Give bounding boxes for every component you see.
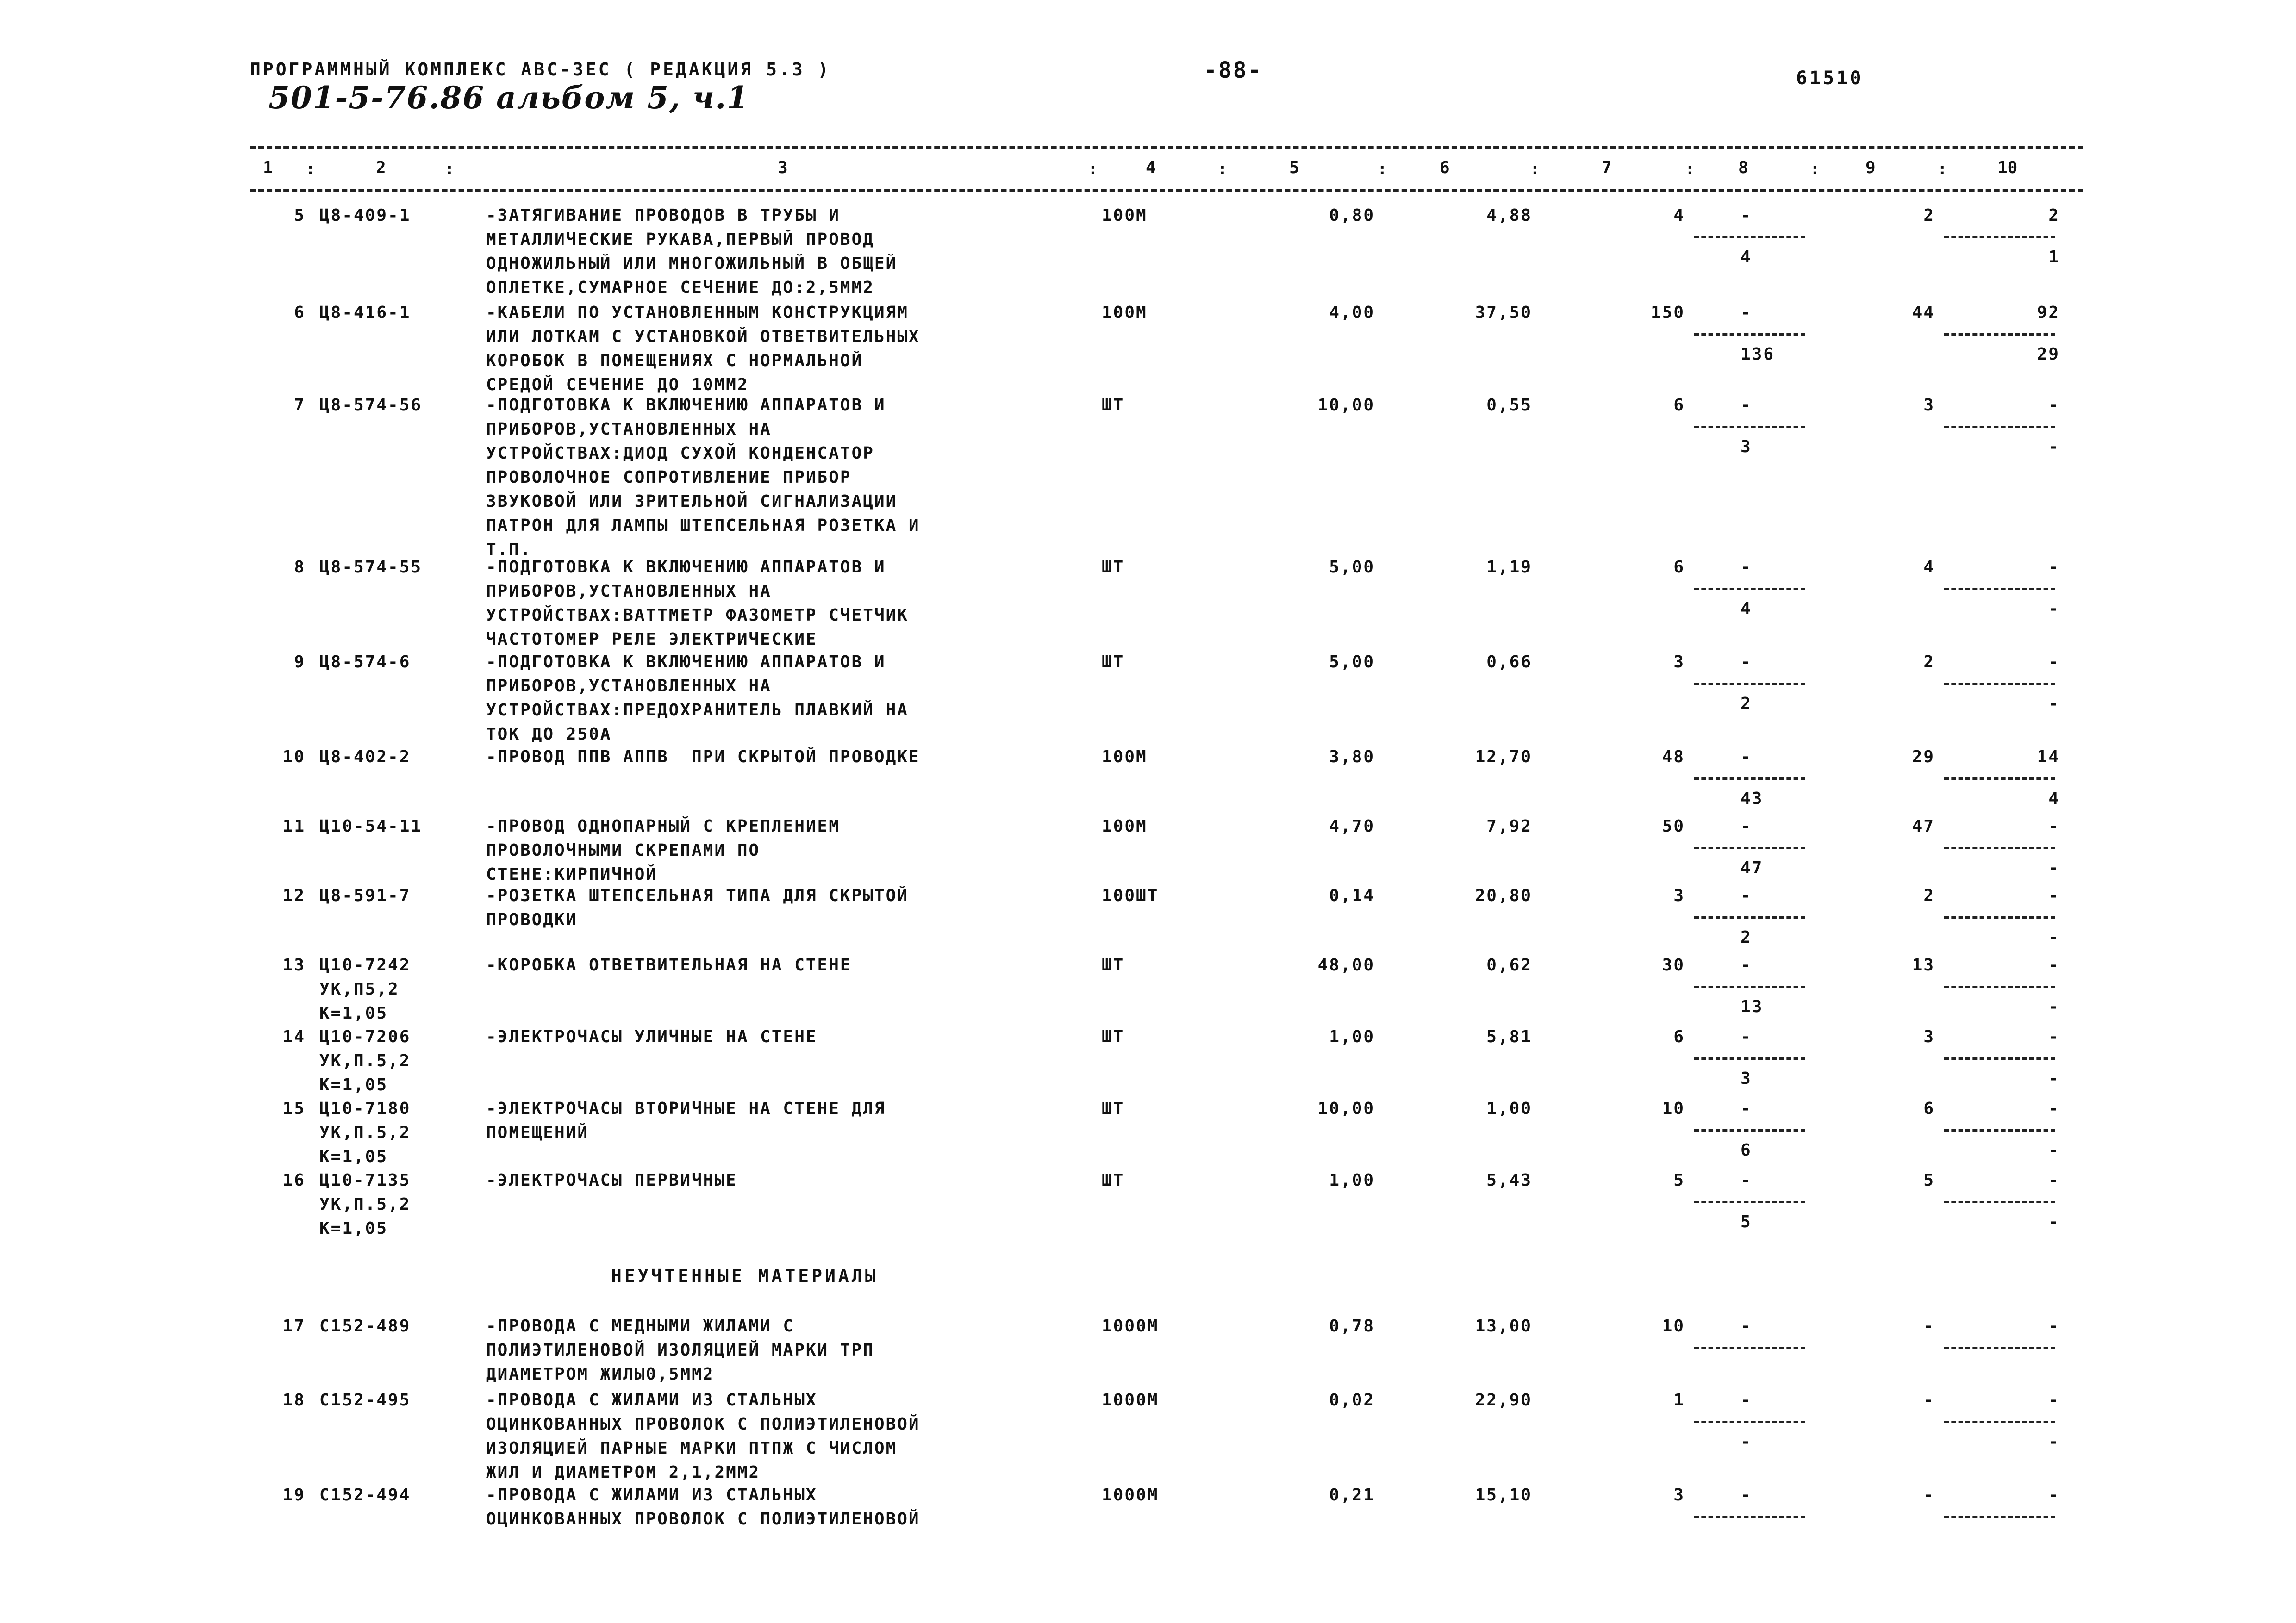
- row-code: Ц8-574-55: [319, 558, 423, 577]
- col10-divider: [1944, 916, 2055, 919]
- col8-top: -: [1741, 1486, 1752, 1505]
- col10-divider: [1944, 236, 2055, 238]
- row-description: -ЭЛЕКТРОЧАСЫ ПЕРВИЧНЫЕ: [486, 1171, 737, 1190]
- row-code: С152-495: [319, 1391, 411, 1410]
- row-description: -ПРОВОДА С ЖИЛАМИ ИЗ СТАЛЬНЫХ ОЦИНКОВАННЫХ ПРОВОЛОК С ПОЛИЭТИЛЕНОВОЙ: [486, 1486, 920, 1529]
- col10-divider: [1944, 683, 2055, 685]
- col8-top: -: [1741, 1391, 1752, 1410]
- row-code: Ц10-7180 УК,П.5,2 К=1,05: [319, 1099, 411, 1166]
- col8-top: -: [1741, 558, 1752, 577]
- row-number: 6: [294, 303, 306, 322]
- row-description: -ПОДГОТОВКА К ВКЛЮЧЕНИЮ АППАРАТОВ И ПРИБОРОВ,УСТАНОВЛЕННЫХ НА УСТРОЙСТВАХ:ДИОД СУХОЙ КОНДЕНСАТОР ПРОВОЛОЧНОЕ СОПРОТИВЛЕНИЕ ПРИБОР ЗВУКОВОЙ ИЛИ ЗРИТЕЛЬНОЙ СИГНАЛИЗАЦИИ ПАТРОН ДЛЯ ЛАМПЫ ШТЕПСЕЛЬНАЯ РОЗЕТКА И Т.П.: [486, 396, 920, 559]
- header-rule: [250, 189, 2083, 192]
- row-code: Ц8-416-1: [319, 303, 411, 322]
- col10-bottom: -: [2048, 928, 2060, 947]
- col7-value: 5: [1673, 1171, 1685, 1190]
- col-separator: :: [444, 160, 455, 179]
- col7-value: 6: [1673, 396, 1685, 415]
- col-separator: :: [1217, 160, 1228, 179]
- col9-value: 13: [1912, 956, 1935, 975]
- col-separator: :: [1377, 160, 1387, 179]
- col9-value: 2: [1923, 886, 1935, 905]
- col8-bottom: 4: [1741, 599, 1752, 618]
- col5-value: 4,00: [1329, 303, 1375, 322]
- col5-value: 1,00: [1329, 1171, 1375, 1190]
- row-unit: 100М: [1102, 747, 1148, 766]
- row-number: 18: [282, 1391, 306, 1410]
- col9-value: 6: [1923, 1099, 1935, 1118]
- col6-value: 4,88: [1486, 206, 1532, 225]
- col10-bottom: -: [2048, 858, 2060, 877]
- col-num-8: 8: [1738, 158, 1748, 177]
- row-description: -ЗАТЯГИВАНИЕ ПРОВОДОВ В ТРУБЫ И МЕТАЛЛИЧЕСКИЕ РУКАВА,ПЕРВЫЙ ПРОВОД ОДНОЖИЛЬНЫЙ ИЛИ МНОГОЖИЛЬНЫЙ В ОБЩЕЙ ОПЛЕТКЕ,СУМАРНОЕ СЕЧЕНИЕ ДО:2,5ММ2: [486, 206, 898, 297]
- col-num-9: 9: [1866, 158, 1876, 177]
- col9-value: 3: [1923, 396, 1935, 415]
- col7-value: 150: [1650, 303, 1685, 322]
- col6-value: 0,55: [1486, 396, 1532, 415]
- row-unit: ШТ: [1102, 956, 1125, 975]
- col10-top: -: [2048, 558, 2060, 577]
- column-numbers: [0, 158, 2296, 181]
- row-description: -ПРОВОД ППВ АППВ ПРИ СКРЫТОЙ ПРОВОДКЕ: [486, 747, 920, 766]
- col8-top: -: [1741, 956, 1752, 975]
- col8-divider: [1694, 1057, 1805, 1060]
- col-separator: :: [306, 160, 316, 179]
- col5-value: 1,00: [1329, 1027, 1375, 1046]
- col10-bottom: -: [2048, 1069, 2060, 1088]
- col9-value: 2: [1923, 206, 1935, 225]
- col-separator: :: [1810, 160, 1820, 179]
- row-number: 19: [282, 1486, 306, 1505]
- col8-divider: [1694, 1201, 1805, 1203]
- col7-value: 30: [1662, 956, 1685, 975]
- col10-divider: [1944, 588, 2055, 590]
- col10-divider: [1944, 1421, 2055, 1423]
- col8-divider: [1694, 333, 1805, 336]
- row-description: -ПРОВОД ОДНОПАРНЫЙ С КРЕПЛЕНИЕМ ПРОВОЛОЧНЫМИ СКРЕПАМИ ПО СТЕНЕ:КИРПИЧНОЙ: [486, 817, 840, 884]
- col8-top: -: [1741, 653, 1752, 672]
- row-unit: 100М: [1102, 206, 1148, 225]
- col-separator: :: [1937, 160, 1947, 179]
- col5-value: 0,78: [1329, 1317, 1375, 1336]
- row-unit: ШТ: [1102, 653, 1125, 672]
- row-number: 14: [282, 1027, 306, 1046]
- col10-bottom: -: [2048, 437, 2060, 456]
- handwritten-note: 501-5-76.86 альбом 5, ч.1: [268, 80, 749, 116]
- col7-value: 3: [1673, 886, 1685, 905]
- row-unit: 100М: [1102, 817, 1148, 836]
- col8-top: -: [1741, 817, 1752, 836]
- col10-divider: [1944, 1516, 2055, 1518]
- row-unit: 1000М: [1102, 1317, 1159, 1336]
- col5-value: 10,00: [1317, 396, 1375, 415]
- col6-value: 12,70: [1475, 747, 1532, 766]
- col-num-2: 2: [376, 158, 386, 177]
- col6-value: 20,80: [1475, 886, 1532, 905]
- row-unit: 1000М: [1102, 1391, 1159, 1410]
- col7-value: 6: [1673, 558, 1685, 577]
- col5-value: 5,00: [1329, 558, 1375, 577]
- row-number: 17: [282, 1317, 306, 1336]
- col9-value: 47: [1912, 817, 1935, 836]
- col8-bottom: 136: [1741, 345, 1775, 364]
- col8-divider: [1694, 1421, 1805, 1423]
- col10-bottom: -: [2048, 599, 2060, 618]
- col10-divider: [1944, 426, 2055, 428]
- col7-value: 6: [1673, 1027, 1685, 1046]
- col10-bottom: -: [2048, 997, 2060, 1016]
- row-number: 15: [282, 1099, 306, 1118]
- row-number: 7: [294, 396, 306, 415]
- col10-bottom: 29: [2037, 345, 2060, 364]
- col9-value: 44: [1912, 303, 1935, 322]
- col10-top: -: [2048, 396, 2060, 415]
- col10-divider: [1944, 1201, 2055, 1203]
- col10-top: -: [2048, 886, 2060, 905]
- row-description: -РОЗЕТКА ШТЕПСЕЛЬНАЯ ТИПА ДЛЯ СКРЫТОЙ ПРОВОДКИ: [486, 886, 909, 929]
- col6-value: 0,62: [1486, 956, 1532, 975]
- row-unit: 100М: [1102, 303, 1148, 322]
- col10-divider: [1944, 1347, 2055, 1349]
- col8-bottom: -: [1741, 1432, 1752, 1451]
- col-separator: :: [1088, 160, 1098, 179]
- col8-divider: [1694, 777, 1805, 780]
- col-num-3: 3: [778, 158, 788, 177]
- col5-value: 10,00: [1317, 1099, 1375, 1118]
- col-num-4: 4: [1146, 158, 1156, 177]
- col8-bottom: 5: [1741, 1213, 1752, 1231]
- col9-value: -: [1923, 1317, 1935, 1336]
- col5-value: 4,70: [1329, 817, 1375, 836]
- row-number: 11: [282, 817, 306, 836]
- col10-divider: [1944, 847, 2055, 849]
- col6-value: 0,66: [1486, 653, 1532, 672]
- col10-top: -: [2048, 1486, 2060, 1505]
- row-code: Ц10-54-11: [319, 817, 423, 836]
- row-code: Ц8-591-7: [319, 886, 411, 905]
- col8-divider: [1694, 847, 1805, 849]
- col8-bottom: 2: [1741, 928, 1752, 947]
- col-num-5: 5: [1289, 158, 1299, 177]
- row-unit: 100ШТ: [1102, 886, 1159, 905]
- col8-top: -: [1741, 396, 1752, 415]
- col8-divider: [1694, 986, 1805, 988]
- col10-bottom: 1: [2048, 248, 2060, 267]
- row-code: С152-489: [319, 1317, 411, 1336]
- col5-value: 0,14: [1329, 886, 1375, 905]
- col10-top: -: [2048, 1027, 2060, 1046]
- top-rule: [250, 146, 2083, 149]
- col8-divider: [1694, 916, 1805, 919]
- row-code: Ц10-7242 УК,П5,2 К=1,05: [319, 956, 411, 1023]
- col6-value: 5,81: [1486, 1027, 1532, 1046]
- col8-bottom: 2: [1741, 694, 1752, 713]
- col6-value: 37,50: [1475, 303, 1532, 322]
- col-separator: :: [1685, 160, 1695, 179]
- row-unit: ШТ: [1102, 558, 1125, 577]
- col10-top: 14: [2037, 747, 2060, 766]
- row-description: -ПОДГОТОВКА К ВКЛЮЧЕНИЮ АППАРАТОВ И ПРИБОРОВ,УСТАНОВЛЕННЫХ НА УСТРОЙСТВАХ:ВАТТМЕТР ФАЗОМЕТР СЧЕТЧИК ЧАСТОТОМЕР РЕЛЕ ЭЛЕКТРИЧЕСКИЕ: [486, 558, 909, 649]
- col8-bottom: 4: [1741, 248, 1752, 267]
- col10-top: 92: [2037, 303, 2060, 322]
- col10-bottom: -: [2048, 694, 2060, 713]
- row-description: -ПРОВОДА С ЖИЛАМИ ИЗ СТАЛЬНЫХ ОЦИНКОВАННЫХ ПРОВОЛОК С ПОЛИЭТИЛЕНОВОЙ ИЗОЛЯЦИЕЙ ПАРНЫЕ МАРКИ ПТПЖ С ЧИСЛОМ ЖИЛ И ДИАМЕТРОМ 2,1,2ММ2: [486, 1391, 920, 1482]
- col8-bottom: 43: [1741, 789, 1764, 808]
- row-description: -ЭЛЕКТРОЧАСЫ ВТОРИЧНЫЕ НА СТЕНЕ ДЛЯ ПОМЕЩЕНИЙ: [486, 1099, 886, 1142]
- col10-top: -: [2048, 956, 2060, 975]
- col7-value: 4: [1673, 206, 1685, 225]
- col7-value: 10: [1662, 1099, 1685, 1118]
- col8-bottom: 3: [1741, 1069, 1752, 1088]
- col10-bottom: -: [2048, 1141, 2060, 1160]
- section-title: НЕУЧТЕННЫЕ МАТЕРИАЛЫ: [611, 1266, 879, 1286]
- col-num-10: 10: [1997, 158, 2018, 177]
- col8-bottom: 13: [1741, 997, 1764, 1016]
- col-num-1: 1: [263, 158, 273, 177]
- row-description: -КОРОБКА ОТВЕТВИТЕЛЬНАЯ НА СТЕНЕ: [486, 956, 852, 975]
- col5-value: 0,21: [1329, 1486, 1375, 1505]
- col5-value: 0,80: [1329, 206, 1375, 225]
- row-unit: ШТ: [1102, 1171, 1125, 1190]
- document-code: 61510: [1796, 68, 1864, 89]
- col8-top: -: [1741, 747, 1752, 766]
- col10-divider: [1944, 777, 2055, 780]
- row-code: Ц8-574-56: [319, 396, 423, 415]
- row-code: Ц10-7206 УК,П.5,2 К=1,05: [319, 1027, 411, 1094]
- row-number: 16: [282, 1171, 306, 1190]
- row-unit: ШТ: [1102, 1027, 1125, 1046]
- col5-value: 48,00: [1317, 956, 1375, 975]
- col-num-7: 7: [1602, 158, 1612, 177]
- col8-top: -: [1741, 1099, 1752, 1118]
- col8-divider: [1694, 426, 1805, 428]
- col8-top: -: [1741, 1317, 1752, 1336]
- row-number: 13: [282, 956, 306, 975]
- col5-value: 0,02: [1329, 1391, 1375, 1410]
- col-num-6: 6: [1440, 158, 1450, 177]
- col8-divider: [1694, 1347, 1805, 1349]
- col7-value: 1: [1673, 1391, 1685, 1410]
- col10-divider: [1944, 986, 2055, 988]
- col5-value: 3,80: [1329, 747, 1375, 766]
- row-description: -КАБЕЛИ ПО УСТАНОВЛЕННЫМ КОНСТРУКЦИЯМ ИЛИ ЛОТКАМ С УСТАНОВКОЙ ОТВЕТВИТЕЛЬНЫХ КОРОБОК В ПОМЕЩЕНИЯХ С НОРМАЛЬНОЙ СРЕДОЙ СЕЧЕНИЕ ДО 10ММ2: [486, 303, 920, 394]
- col6-value: 5,43: [1486, 1171, 1532, 1190]
- col8-bottom: 6: [1741, 1141, 1752, 1160]
- col8-divider: [1694, 588, 1805, 590]
- program-header: ПРОГРАММНЫЙ КОМПЛЕКС АВС-ЗЕС ( РЕДАКЦИЯ 5.3 ): [250, 59, 831, 80]
- row-number: 10: [282, 747, 306, 766]
- col7-value: 3: [1673, 653, 1685, 672]
- col8-top: -: [1741, 1027, 1752, 1046]
- col8-divider: [1694, 236, 1805, 238]
- col10-bottom: 4: [2048, 789, 2060, 808]
- col7-value: 48: [1662, 747, 1685, 766]
- col8-bottom: 3: [1741, 437, 1752, 456]
- col8-divider: [1694, 1129, 1805, 1132]
- row-unit: ШТ: [1102, 396, 1125, 415]
- row-code: Ц8-574-6: [319, 653, 411, 672]
- row-code: Ц8-402-2: [319, 747, 411, 766]
- row-number: 12: [282, 886, 306, 905]
- col10-top: -: [2048, 817, 2060, 836]
- col6-value: 13,00: [1475, 1317, 1532, 1336]
- col10-top: -: [2048, 1317, 2060, 1336]
- row-code: С152-494: [319, 1486, 411, 1505]
- col9-value: -: [1923, 1391, 1935, 1410]
- col10-bottom: -: [2048, 1432, 2060, 1451]
- col9-value: 5: [1923, 1171, 1935, 1190]
- col-separator: :: [1530, 160, 1540, 179]
- row-description: -ПОДГОТОВКА К ВКЛЮЧЕНИЮ АППАРАТОВ И ПРИБОРОВ,УСТАНОВЛЕННЫХ НА УСТРОЙСТВАХ:ПРЕДОХРАНИТЕЛЬ ПЛАВКИЙ НА ТОК ДО 250А: [486, 653, 909, 744]
- col6-value: 7,92: [1486, 817, 1532, 836]
- row-description: -ПРОВОДА С МЕДНЫМИ ЖИЛАМИ С ПОЛИЭТИЛЕНОВОЙ ИЗОЛЯЦИЕЙ МАРКИ ТРП ДИАМЕТРОМ ЖИЛЫ0,5ММ2: [486, 1317, 874, 1384]
- col8-divider: [1694, 1516, 1805, 1518]
- col6-value: 1,19: [1486, 558, 1532, 577]
- col6-value: 1,00: [1486, 1099, 1532, 1118]
- row-number: 8: [294, 558, 306, 577]
- col10-top: 2: [2048, 206, 2060, 225]
- row-unit: ШТ: [1102, 1099, 1125, 1118]
- col10-divider: [1944, 1129, 2055, 1132]
- row-code: Ц10-7135 УК,П.5,2 К=1,05: [319, 1171, 411, 1238]
- col10-top: -: [2048, 653, 2060, 672]
- col7-value: 10: [1662, 1317, 1685, 1336]
- col9-value: 29: [1912, 747, 1935, 766]
- col8-bottom: 47: [1741, 858, 1764, 877]
- col8-top: -: [1741, 1171, 1752, 1190]
- col9-value: -: [1923, 1486, 1935, 1505]
- col8-top: -: [1741, 303, 1752, 322]
- col10-top: -: [2048, 1099, 2060, 1118]
- col10-divider: [1944, 333, 2055, 336]
- col6-value: 22,90: [1475, 1391, 1532, 1410]
- col7-value: 50: [1662, 817, 1685, 836]
- col10-divider: [1944, 1057, 2055, 1060]
- col9-value: 4: [1923, 558, 1935, 577]
- row-code: Ц8-409-1: [319, 206, 411, 225]
- row-description: -ЭЛЕКТРОЧАСЫ УЛИЧНЫЕ НА СТЕНЕ: [486, 1027, 817, 1046]
- col9-value: 3: [1923, 1027, 1935, 1046]
- col10-bottom: -: [2048, 1213, 2060, 1231]
- row-number: 5: [294, 206, 306, 225]
- col8-top: -: [1741, 886, 1752, 905]
- col9-value: 2: [1923, 653, 1935, 672]
- page-number: -88-: [1204, 57, 1263, 83]
- col7-value: 3: [1673, 1486, 1685, 1505]
- col8-divider: [1694, 683, 1805, 685]
- col8-top: -: [1741, 206, 1752, 225]
- row-unit: 1000М: [1102, 1486, 1159, 1505]
- col6-value: 15,10: [1475, 1486, 1532, 1505]
- col10-top: -: [2048, 1171, 2060, 1190]
- col5-value: 5,00: [1329, 653, 1375, 672]
- col10-top: -: [2048, 1391, 2060, 1410]
- row-number: 9: [294, 653, 306, 672]
